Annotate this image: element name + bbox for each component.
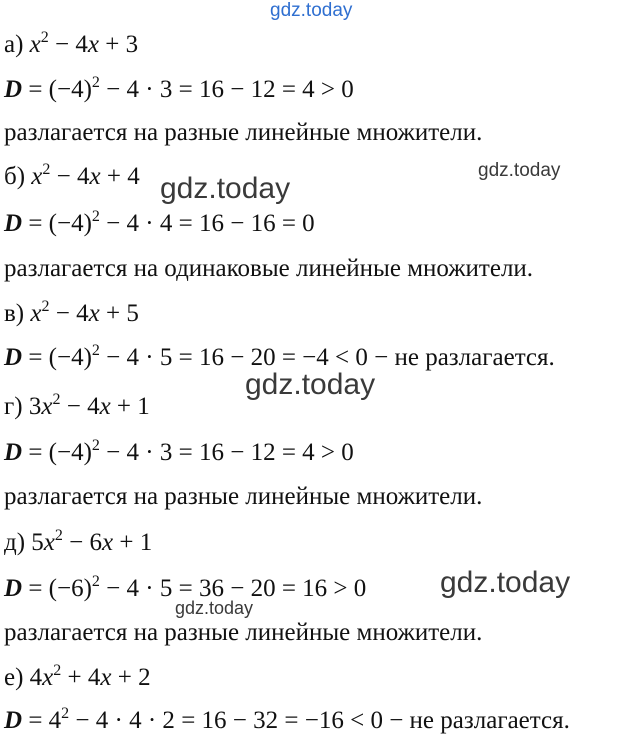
discriminant-c: $D = (-4)^2 - 4 \cdot 5 = 16 - 20 = -4 < 0$ − не разлагается. [4,342,555,371]
problem-label: б) [4,163,26,190]
watermark-large: gdz.today [245,368,376,401]
problem-b-expression: б) $x^2 - 4x + 4$ [4,161,140,190]
problem-label: д) [4,529,26,556]
discriminant-a: $D = (-4)^2 - 4 \cdot 3 = 16 - 12 = 4 > 0$ [4,74,354,103]
problem-e-expression: д) $5x^2 - 6x + 1$ [4,527,153,556]
watermark-large: gdz.today [440,566,571,599]
discriminant-f: $D = 4^2 - 4 \cdot 4 \cdot 2 = 16 - 32 = -16 < 0$ − не разлагается. [4,705,570,734]
discriminant-b: $D = (-4)^2 - 4 \cdot 4 = 16 - 16 = 0$ [4,208,315,237]
problem-a-expression: а) $x^2 - 4x + 3$ [4,29,139,58]
problem-label: г) [4,393,23,420]
watermark-small: gdz.today [478,160,561,181]
problem-label: е) [4,664,24,691]
watermark-small: gdz.today [175,598,254,618]
conclusion-b: разлагается на одинаковые линейные множители. [4,255,534,282]
watermark-top: gdz.today [270,0,353,21]
problem-f-expression: е) $4x^2 + 4x + 2$ [4,662,151,691]
conclusion-a: разлагается на разные линейные множители. [4,119,483,146]
discriminant-d: $D = (-4)^2 - 4 \cdot 3 = 16 - 12 = 4 > 0$ [4,437,354,466]
conclusion-d: разлагается на разные линейные множители. [4,483,483,510]
problem-label: а) [4,31,24,58]
watermark-large: gdz.today [160,172,291,205]
discriminant-e: $D = (-6)^2 - 4 \cdot 5 = 36 - 20 = 16 > 0$ [4,573,367,602]
problem-label: в) [4,300,25,327]
problem-d-expression: г) $3x^2 - 4x + 1$ [4,391,150,420]
problem-c-expression: в) $x^2 - 4x + 5$ [4,298,139,327]
conclusion-e: разлагается на разные линейные множители. [4,619,483,646]
